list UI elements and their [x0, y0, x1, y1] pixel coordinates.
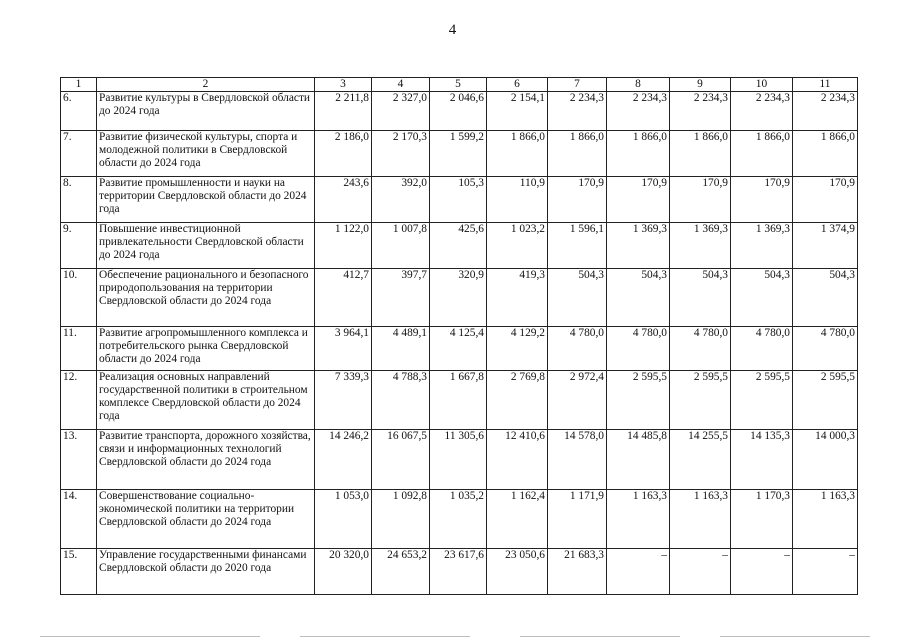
page-number: 4 [448, 22, 457, 38]
value-cell: 12 410,6 [487, 430, 548, 490]
program-name: Реализация основных направлений государственной политики в строительном комплексе Свердловской области до 2024 года [97, 371, 315, 430]
value-cell: 4 788,3 [372, 371, 430, 430]
value-cell: 2 234,3 [793, 92, 858, 131]
scan-artifact-line [720, 636, 870, 637]
value-cell: 1 053,0 [315, 490, 372, 549]
value-cell: 397,7 [372, 269, 430, 327]
value-cell: 105,3 [430, 177, 487, 223]
table-row [61, 92, 858, 131]
value-cell: 4 125,4 [430, 327, 487, 371]
value-cell: 170,9 [670, 177, 731, 223]
value-cell: 425,6 [430, 223, 487, 269]
column-header: 11 [793, 78, 858, 92]
value-cell: 14 485,8 [607, 430, 670, 490]
value-cell: 4 780,0 [793, 327, 858, 371]
table-row [61, 490, 858, 549]
value-cell: 4 129,2 [487, 327, 548, 371]
value-cell: 2 046,6 [430, 92, 487, 131]
value-cell: 20 320,0 [315, 549, 372, 595]
value-cell: 1 162,4 [487, 490, 548, 549]
value-cell: 3 964,1 [315, 327, 372, 371]
value-cell: 21 683,3 [548, 549, 607, 595]
table-row [61, 549, 858, 595]
value-cell: 14 246,2 [315, 430, 372, 490]
value-cell: 14 135,3 [731, 430, 793, 490]
program-name: Развитие физической культуры, спорта и молодежной политики в Свердловской области до 2024 года [97, 131, 315, 177]
value-cell: 1 369,3 [607, 223, 670, 269]
value-cell: 2 234,3 [548, 92, 607, 131]
program-name: Развитие транспорта, дорожного хозяйства, связи и информационных технологий Свердловской области до 2024 года [97, 430, 315, 490]
value-cell: 243,6 [315, 177, 372, 223]
value-cell: 1 369,3 [670, 223, 731, 269]
value-cell: 23 050,6 [487, 549, 548, 595]
value-cell: 170,9 [548, 177, 607, 223]
column-header: 10 [731, 78, 793, 92]
value-cell: 7 339,3 [315, 371, 372, 430]
value-cell: 170,9 [607, 177, 670, 223]
value-cell: 2 595,5 [607, 371, 670, 430]
value-cell: 2 154,1 [487, 92, 548, 131]
value-cell: 2 595,5 [670, 371, 731, 430]
value-cell: 1 163,3 [793, 490, 858, 549]
table-row [61, 131, 858, 177]
value-cell: 1 171,9 [548, 490, 607, 549]
value-cell: 1 866,0 [731, 131, 793, 177]
column-header: 6 [487, 78, 548, 92]
row-number: 8. [61, 177, 97, 223]
program-name: Развитие промышленности и науки на территории Свердловской области до 2024 года [97, 177, 315, 223]
value-cell: 1 866,0 [793, 131, 858, 177]
value-cell: 14 000,3 [793, 430, 858, 490]
value-cell: 24 653,2 [372, 549, 430, 595]
value-cell: 1 170,3 [731, 490, 793, 549]
value-cell: 504,3 [670, 269, 731, 327]
value-cell: 2 234,3 [731, 92, 793, 131]
value-cell: 4 780,0 [607, 327, 670, 371]
value-cell: 2 595,5 [793, 371, 858, 430]
scan-artifact-line [40, 636, 260, 637]
value-cell: 2 327,0 [372, 92, 430, 131]
value-cell: 11 305,6 [430, 430, 487, 490]
row-number: 13. [61, 430, 97, 490]
value-cell: 504,3 [793, 269, 858, 327]
row-number: 12. [61, 371, 97, 430]
program-name: Управление государственными финансами Свердловской области до 2020 года [97, 549, 315, 595]
budget-table [60, 77, 858, 595]
value-cell: 4 780,0 [548, 327, 607, 371]
value-cell: 2 170,3 [372, 131, 430, 177]
value-cell: 504,3 [731, 269, 793, 327]
value-cell: 2 595,5 [731, 371, 793, 430]
value-cell: 2 186,0 [315, 131, 372, 177]
row-number: 14. [61, 490, 97, 549]
value-cell: 1 866,0 [607, 131, 670, 177]
value-cell: 16 067,5 [372, 430, 430, 490]
table-row [61, 269, 858, 327]
row-number: 7. [61, 131, 97, 177]
value-cell: 1 866,0 [487, 131, 548, 177]
value-cell: 1 596,1 [548, 223, 607, 269]
value-cell: 2 211,8 [315, 92, 372, 131]
column-header: 4 [372, 78, 430, 92]
table-row [61, 371, 858, 430]
value-cell: – [793, 549, 858, 595]
value-cell: 1 035,2 [430, 490, 487, 549]
table-row [61, 430, 858, 490]
scan-artifact-line [300, 636, 470, 637]
value-cell: 4 780,0 [670, 327, 731, 371]
row-number: 6. [61, 92, 97, 131]
value-cell: 419,3 [487, 269, 548, 327]
value-cell: 4 489,1 [372, 327, 430, 371]
value-cell: 1 007,8 [372, 223, 430, 269]
column-header: 1 [61, 78, 97, 92]
column-header: 8 [607, 78, 670, 92]
value-cell: – [670, 549, 731, 595]
column-header: 7 [548, 78, 607, 92]
value-cell: 504,3 [548, 269, 607, 327]
value-cell: – [607, 549, 670, 595]
program-name: Совершенствование социально-экономической политики на территории Свердловской области до 2024 года [97, 490, 315, 549]
value-cell: 1 866,0 [548, 131, 607, 177]
value-cell: 14 578,0 [548, 430, 607, 490]
value-cell: 1 092,8 [372, 490, 430, 549]
value-cell: 2 769,8 [487, 371, 548, 430]
value-cell: 1 374,9 [793, 223, 858, 269]
value-cell: – [731, 549, 793, 595]
program-name: Развитие культуры в Свердловской области до 2024 года [97, 92, 315, 131]
value-cell: 1 023,2 [487, 223, 548, 269]
table-row [61, 177, 858, 223]
table-row [61, 223, 858, 269]
row-number: 9. [61, 223, 97, 269]
value-cell: 392,0 [372, 177, 430, 223]
row-number: 10. [61, 269, 97, 327]
column-header: 3 [315, 78, 372, 92]
value-cell: 23 617,6 [430, 549, 487, 595]
column-header: 5 [430, 78, 487, 92]
value-cell: 2 972,4 [548, 371, 607, 430]
value-cell: 2 234,3 [670, 92, 731, 131]
value-cell: 2 234,3 [607, 92, 670, 131]
program-name: Повышение инвестиционной привлекательности Свердловской области до 2024 года [97, 223, 315, 269]
value-cell: 1 599,2 [430, 131, 487, 177]
value-cell: 320,9 [430, 269, 487, 327]
value-cell: 1 369,3 [731, 223, 793, 269]
table-header-row [61, 78, 858, 92]
value-cell: 170,9 [731, 177, 793, 223]
scan-artifact-line [520, 636, 680, 637]
row-number: 11. [61, 327, 97, 371]
program-name: Развитие агропромышленного комплекса и потребительского рынка Свердловской области до 2024 года [97, 327, 315, 371]
value-cell: 110,9 [487, 177, 548, 223]
value-cell: 1 163,3 [607, 490, 670, 549]
value-cell: 1 667,8 [430, 371, 487, 430]
program-name: Обеспечение рационального и безопасного природопользования на территории Свердловской области до 2024 года [97, 269, 315, 327]
column-header: 2 [97, 78, 315, 92]
row-number: 15. [61, 549, 97, 595]
value-cell: 170,9 [793, 177, 858, 223]
value-cell: 504,3 [607, 269, 670, 327]
value-cell: 14 255,5 [670, 430, 731, 490]
value-cell: 1 866,0 [670, 131, 731, 177]
value-cell: 4 780,0 [731, 327, 793, 371]
value-cell: 1 163,3 [670, 490, 731, 549]
value-cell: 1 122,0 [315, 223, 372, 269]
table-row [61, 327, 858, 371]
value-cell: 412,7 [315, 269, 372, 327]
column-header: 9 [670, 78, 731, 92]
